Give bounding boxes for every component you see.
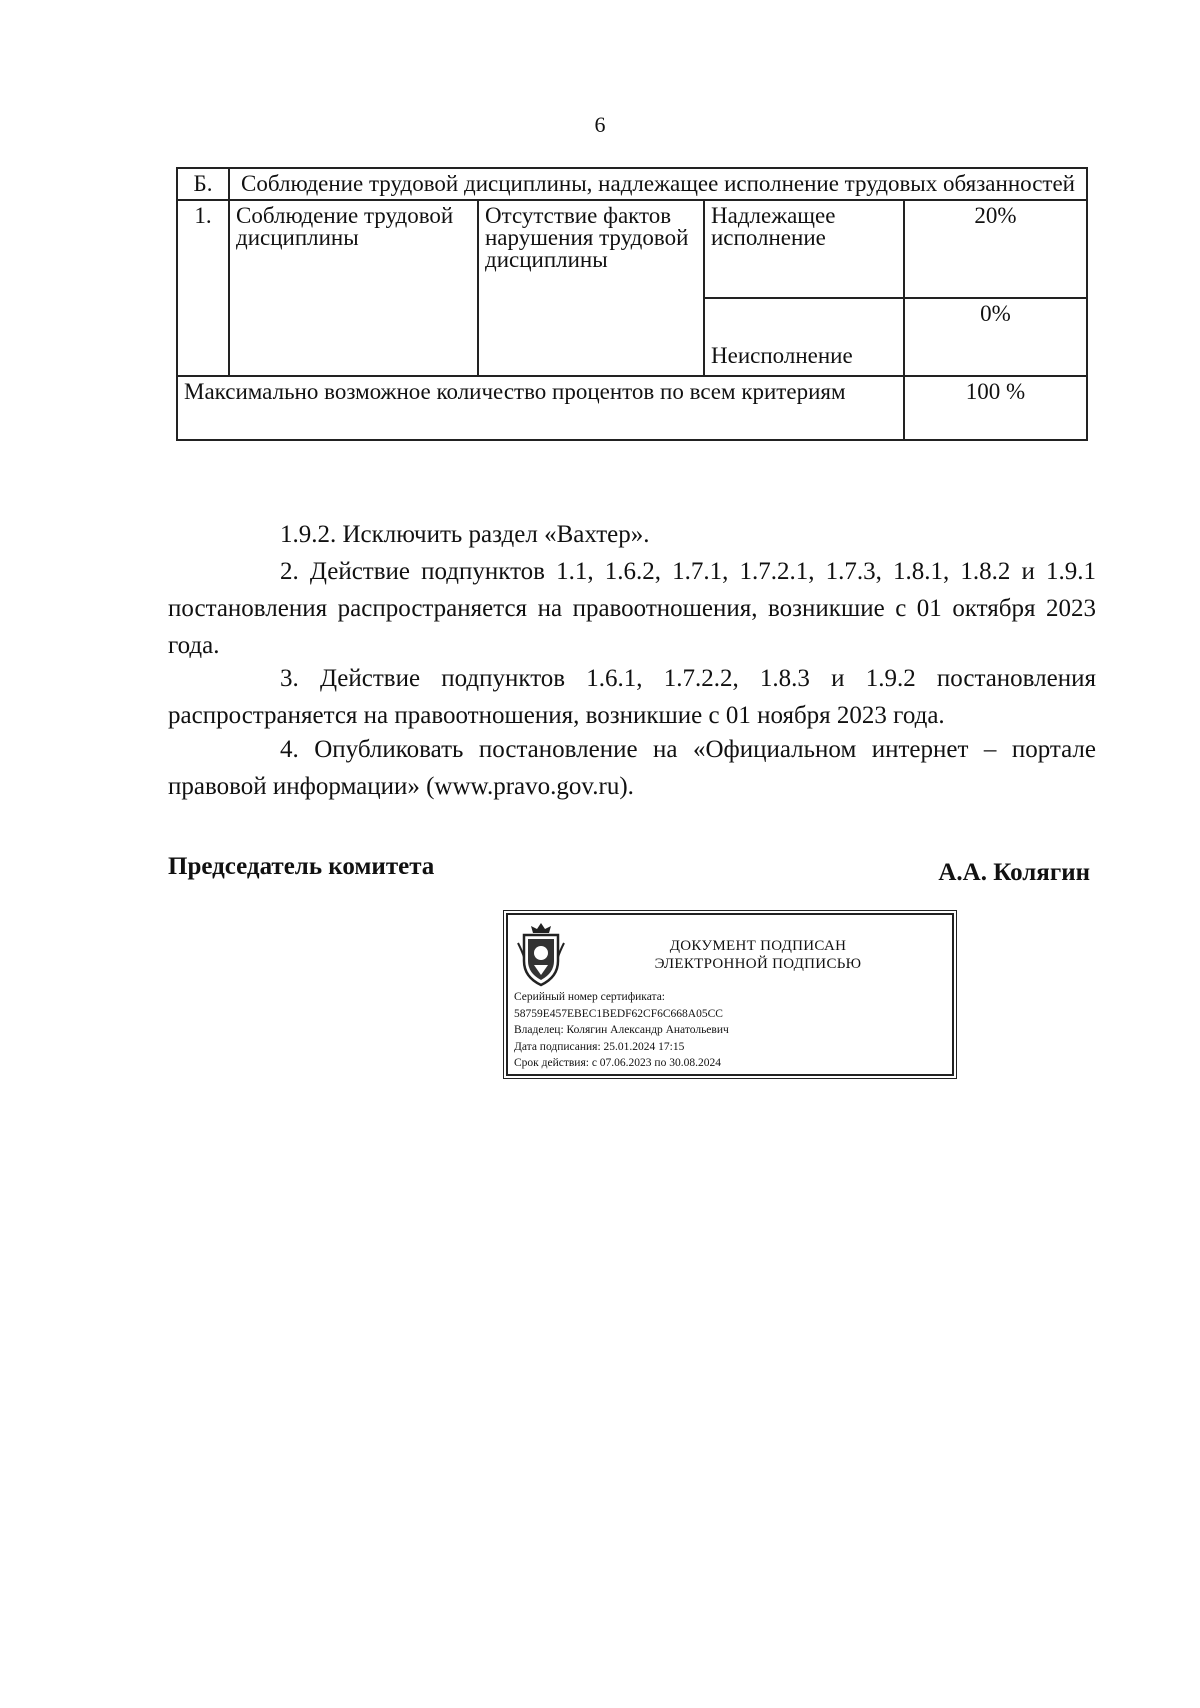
paragraph-publish: 4. Опубликовать постановление на «Официальном интернет – портале правовой информации» (www.pravo.gov.ru).: [168, 736, 1096, 800]
stamp-details: [514, 989, 729, 1072]
total-percent: 100 %: [904, 376, 1087, 440]
page-number: 6: [594, 112, 606, 137]
stamp-validity: Срок действия: с 07.06.2023 по 30.08.2024: [514, 1057, 721, 1069]
evaluation-percent: 0%: [904, 298, 1087, 376]
criterion-name: Соблюдение трудовой дисциплины: [229, 200, 478, 376]
stamp-heading-line: ДОКУМЕНТ ПОДПИСАН: [669, 938, 847, 954]
total-label: Максимально возможное количество процентов по всем критериям: [177, 376, 904, 440]
paragraph-exclude-section: 1.9.2. Исключить раздел «Вахтер».: [280, 521, 650, 548]
evaluation-label: Неисполнение: [704, 298, 904, 376]
signer-position: Председатель комитета: [168, 853, 435, 880]
stamp-serial-label: Серийный номер сертификата:: [514, 991, 665, 1003]
section-header-row: [177, 168, 1087, 200]
section-title: Соблюдение трудовой дисциплины, надлежащее исполнение трудовых обязанностей: [229, 168, 1087, 200]
section-letter: Б.: [177, 168, 229, 200]
stamp-signed-date: Дата подписания: 25.01.2024 17:15: [514, 1040, 685, 1053]
row-number: 1.: [177, 200, 229, 376]
stamp-owner: Владелец: Колягин Александр Анатольевич: [514, 1024, 729, 1036]
paragraph-effect-october: 2. Действие подпунктов 1.1, 1.6.2, 1.7.1, 1.7.2.1, 1.7.3, 1.8.1, 1.8.2 и 1.9.1 постановления распространяется на правоотношения, возникшие с 01 октября 2023 года.: [168, 558, 1096, 659]
evaluation-percent: 20%: [904, 200, 1087, 298]
electronic-signature-stamp: [506, 913, 954, 1076]
criterion-condition: Отсутствие фактов нарушения трудовой дисциплины: [478, 200, 704, 376]
stamp-heading-line: ЭЛЕКТРОННОЙ ПОДПИСЬЮ: [654, 956, 862, 972]
total-row: [177, 376, 1087, 440]
stamp-heading: [578, 937, 938, 973]
paragraph-effect-november: 3. Действие подпунктов 1.6.1, 1.7.2.2, 1.8.3 и 1.9.2 постановления распространяется на правоотношения, возникшие с 01 ноября 2023 года.: [168, 665, 1096, 729]
coat-of-arms-icon: [516, 921, 566, 987]
signer-name: А.А. Колягин: [938, 859, 1090, 886]
evaluation-label: Надлежащее исполнение: [704, 200, 904, 298]
stamp-serial-value: 58759E457EBEC1BEDF62CF6C668A05CC: [514, 1007, 723, 1020]
criteria-table: [176, 167, 1088, 441]
table-row: [177, 200, 1087, 298]
